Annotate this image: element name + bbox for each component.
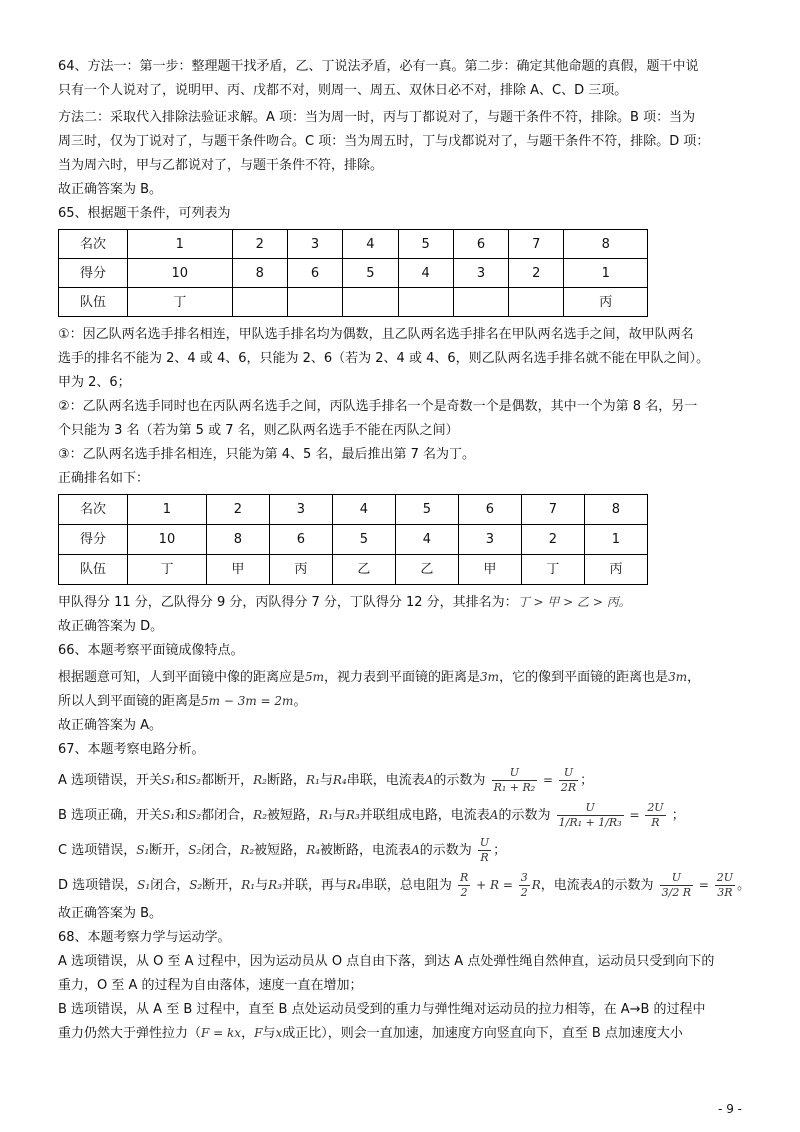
- q68-b-line2: 重力仍然大于弹性拉力（F = kx，F与x成正比），则会一直加速，加速度方向竖直向下，直至 B 点加速度大小: [58, 1026, 683, 1041]
- q65-scores: 甲队得分 11 分，乙队得分 9 分，丙队得分 7 分，丁队得分 12 分，其排名为：丁 > 甲 > 乙 > 丙。: [58, 595, 631, 610]
- q64-method2-line3: 当为周六时，甲与乙都说对了，与题干条件不符，排除。: [58, 158, 384, 173]
- q64-method1-line1: 64、方法一：第一步：整理题干找矛盾，乙、丁说法矛盾，必有一真。第二步：确定其他命题的真假，题干中说: [58, 59, 699, 74]
- page-number: - 9 -: [718, 1102, 742, 1116]
- q68-title: 68、本题考察力学与运动学。: [58, 930, 231, 945]
- table-row: 名次 1 2 3 4 5 6 7 8: [59, 495, 648, 525]
- table-row: 得分 10 8 6 5 4 3 2 1: [59, 525, 648, 555]
- table-final: [58, 494, 648, 585]
- table-row: 队伍 丁 甲 丙 乙 乙 甲 丁 丙: [59, 555, 648, 585]
- q64-method1-line2: 只有一个人说对了，说明甲、丙、戊都不对，则周一、周五、双休日必不对，排除 A、C、D 三项。: [58, 83, 628, 98]
- table-row: 队伍 丁 丙: [59, 288, 648, 317]
- q65-step1-line3: 甲为 2、6；: [58, 375, 131, 390]
- q65-intro: 65、根据题干条件，可列表为: [58, 206, 231, 221]
- q68-a-line2: 重力，O 至 A 的过程为自由落体，速度一直在增加；: [58, 978, 363, 993]
- q65-step2-line2: 个只能为 3 名（若为第 5 或 7 名，则乙队两名选手不能在丙队之间）: [58, 423, 459, 438]
- q67-option-c: C 选项错误，S₁断开，S₂闭合，R₂被短路，R₄被断路，电流表A的示数为 $\frac{U}{R}$ ；: [58, 836, 507, 864]
- q65-step2-line1: ②：乙队两名选手同时也在丙队两名选手之间，丙队选手排名一个是奇数一个是偶数，其中一个为第 8 名，另一: [58, 399, 698, 414]
- q65-step1-line1: ①：因乙队两名选手排名相连，甲队选手排名均为偶数，且乙队两名选手排名在甲队两名选手之间，故甲队两名: [58, 327, 694, 342]
- q67-answer: 故正确答案为 B。: [58, 906, 163, 921]
- q66-answer: 故正确答案为 A。: [58, 718, 163, 733]
- q64-method2-line1: 方法二：采取代入排除法验证求解。A 项：当为周一时，丙与丁都说对了，与题干条件不符，排除。B 项：当为: [58, 110, 696, 125]
- q67-option-b: B 选项正确，开关S₁和S₂都闭合，R₂被短路，R₁与R₃并联组成电路，电流表A的示数为 $\frac{U}{\text{1/R₁ + 1/R₃}}$ = $\frac{2U}{R}$ ；: [58, 801, 685, 829]
- q65-step3: ③：乙队两名选手排名相连，只能为第 4、5 名，最后推出第 7 名为丁。: [58, 447, 475, 462]
- q66-line1: 根据题意可知，人到平面镜中像的距离应是5m，视力表到平面镜的距离是3m，它的像到平面镜的距离也是3m，: [58, 670, 701, 685]
- q67-title: 67、本题考察电路分析。: [58, 742, 205, 757]
- q66-title: 66、本题考察平面镜成像特点。: [58, 643, 244, 658]
- q65-step1-line2: 选手的排名不能为 2、4 或 4、6，只能为 2、6（若为 2、4 或 4、6，则乙队两名选手排名就不能在甲队之间）。: [58, 351, 710, 366]
- q68-b-line1: B 选项错误，从 A 至 B 过程中，直至 B 点处运动员受到的重力与弹性绳对运动员的拉力相等，在 A→B 的过程中: [58, 1002, 706, 1017]
- q67-option-a: A 选项错误，开关S₁和S₂都断开，R₂断路，R₁与R₄串联，电流表A的示数为 $\frac{U}{\text{R₁ + R₂}}$ = $\frac{U}{2R}$ ；: [58, 766, 594, 794]
- table-row: 得分 10 8 6 5 4 3 2 1: [59, 259, 648, 288]
- q67-option-d: D 选项错误，S₁闭合，S₂断开，R₁与R₃并联，再与R₄串联，总电阻为 $\frac{R}{2}$ + R = $\frac{3}{2}$ R，电流表A的示数为 $\frac{U}{3/2 R}$ = $\frac{2U}{3R}$ 。: [58, 871, 751, 899]
- q65-answer: 故正确答案为 D。: [58, 619, 164, 634]
- q68-a-line1: A 选项错误，从 O 至 A 过程中，因为运动员从 O 点自由下落，到达 A 点处弹性绳自然伸直，运动员只受到向下的: [58, 954, 715, 969]
- q64-method2-line2: 周三时，仅为丁说对了，与题干条件吻合。C 项：当为周五时，丁与戊都说对了，与题干条件不符，排除。D 项：: [58, 134, 710, 149]
- table-initial: [58, 229, 648, 317]
- q66-line2: 所以人到平面镜的距离是5m − 3m = 2m。: [58, 694, 307, 709]
- table-row: 名次 1 2 3 4 5 6 7 8: [59, 230, 648, 259]
- q64-answer: 故正确答案为 B。: [58, 182, 163, 197]
- q65-correct-ranking-label: 正确排名如下：: [58, 471, 150, 486]
